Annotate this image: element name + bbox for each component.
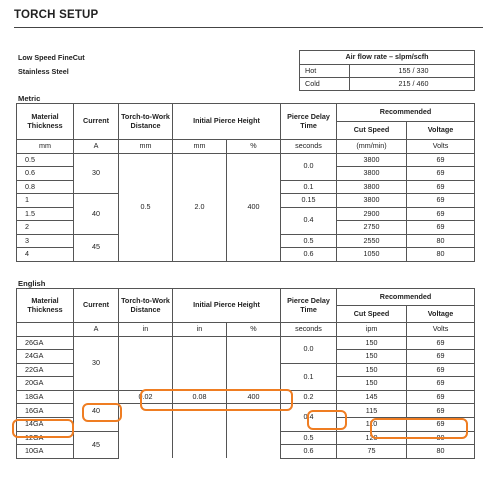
header-recommended: Recommended: [337, 289, 475, 306]
header-material-thickness: Material Thickness: [17, 289, 74, 323]
cut-speed-cell: 115: [337, 404, 407, 418]
header-current: Current: [74, 104, 119, 140]
metric-section-title: Metric: [18, 94, 41, 103]
voltage-cell: 69: [407, 418, 475, 432]
air-flow-label: Cold: [300, 78, 350, 91]
header-initial-pierce: Initial Pierce Height: [173, 289, 281, 323]
air-flow-label: Hot: [300, 65, 350, 78]
pierce-delay-cell: 0.5: [281, 431, 337, 445]
current-cell: 40: [74, 390, 119, 431]
thickness-cell: 20GA: [17, 377, 74, 391]
air-flow-row: [300, 78, 475, 91]
thickness-cell: 1: [17, 194, 74, 208]
unit-cell: in: [119, 323, 173, 337]
material-name: Stainless Steel: [18, 67, 69, 76]
table-row: [17, 336, 475, 350]
table-row: [17, 153, 475, 167]
thickness-cell: 0.8: [17, 180, 74, 194]
unit-cell: ipm: [337, 323, 407, 337]
torch-distance-cell: [119, 404, 173, 458]
current-cell: 30: [74, 336, 119, 390]
process-name: Low Speed FineCut: [18, 53, 85, 62]
unit-cell: A: [74, 140, 119, 154]
units-row: [17, 323, 475, 337]
voltage-cell: 80: [407, 445, 475, 459]
thickness-cell: 3: [17, 234, 74, 248]
unit-cell: mm: [119, 140, 173, 154]
unit-cell: %: [227, 323, 281, 337]
cut-speed-cell: 75: [337, 445, 407, 459]
pierce-delay-cell: 0.0: [281, 336, 337, 363]
voltage-cell: 80: [407, 431, 475, 445]
cut-speed-cell: 150: [337, 363, 407, 377]
english-table: [16, 288, 475, 459]
pierce-delay-cell: 0.0: [281, 153, 337, 180]
pierce-delay-cell: 0.4: [281, 404, 337, 431]
current-cell: 45: [74, 234, 119, 261]
header-material-thickness: Material Thickness: [17, 104, 74, 140]
pierce-delay-cell: 0.6: [281, 445, 337, 459]
unit-cell: (mm/min): [337, 140, 407, 154]
voltage-cell: 80: [407, 248, 475, 262]
pierce-pct-cell: [227, 404, 281, 458]
pierce-delay-cell: 0.1: [281, 363, 337, 390]
voltage-cell: 69: [407, 180, 475, 194]
unit-cell: %: [227, 140, 281, 154]
voltage-cell: 69: [407, 363, 475, 377]
voltage-cell: 69: [407, 377, 475, 391]
cut-speed-cell: 3800: [337, 153, 407, 167]
thickness-cell: 1.5: [17, 207, 74, 221]
torch-distance-cell: 0.02: [119, 390, 173, 404]
metric-table: [16, 103, 475, 262]
cut-speed-cell: 110: [337, 418, 407, 432]
pierce-delay-cell: 0.6: [281, 248, 337, 262]
unit-cell: seconds: [281, 140, 337, 154]
header-torch-distance: Torch-to-Work Distance: [119, 289, 173, 323]
thickness-cell: 18GA: [17, 390, 74, 404]
english-section-title: English: [18, 279, 46, 288]
unit-cell: mm: [17, 140, 74, 154]
unit-cell: seconds: [281, 323, 337, 337]
pierce-height-cell: 2.0: [173, 153, 227, 261]
unit-cell: mm: [173, 140, 227, 154]
air-flow-value: 155 / 330: [350, 65, 475, 78]
thickness-cell: 0.6: [17, 167, 74, 181]
header-pierce-delay: Pierce Delay Time: [281, 104, 337, 140]
torch-distance-cell: 0.5: [119, 153, 173, 261]
table-row: [17, 390, 475, 404]
pierce-delay-cell: 0.15: [281, 194, 337, 208]
pierce-pct-cell: 400: [227, 153, 281, 261]
cut-speed-cell: 2750: [337, 221, 407, 235]
thickness-cell: 14GA: [17, 418, 74, 432]
cut-speed-cell: 2550: [337, 234, 407, 248]
voltage-cell: 69: [407, 336, 475, 350]
current-cell: 45: [74, 431, 119, 458]
thickness-cell: 2: [17, 221, 74, 235]
thickness-cell: 26GA: [17, 336, 74, 350]
unit-cell: Volts: [407, 323, 475, 337]
current-cell: 40: [74, 194, 119, 235]
units-row: [17, 140, 475, 154]
unit-cell: A: [74, 323, 119, 337]
air-flow-header: Air flow rate – slpm/scfh: [300, 51, 475, 65]
pierce-pct-cell: 400: [227, 390, 281, 404]
header-torch-distance: Torch-to-Work Distance: [119, 104, 173, 140]
pierce-delay-cell: 0.2: [281, 390, 337, 404]
thickness-cell: 12GA: [17, 431, 74, 445]
voltage-cell: 69: [407, 390, 475, 404]
cut-speed-cell: 2900: [337, 207, 407, 221]
thickness-cell: 0.5: [17, 153, 74, 167]
header-cut-speed: Cut Speed: [337, 306, 407, 323]
pierce-height-cell: 0.08: [173, 390, 227, 404]
unit-cell: in: [173, 323, 227, 337]
cut-speed-cell: 3800: [337, 194, 407, 208]
pierce-delay-cell: 0.1: [281, 180, 337, 194]
voltage-cell: 69: [407, 404, 475, 418]
voltage-cell: 69: [407, 153, 475, 167]
voltage-cell: 80: [407, 234, 475, 248]
cut-speed-cell: 145: [337, 390, 407, 404]
header-cut-speed: Cut Speed: [337, 122, 407, 140]
air-flow-value: 215 / 460: [350, 78, 475, 91]
voltage-cell: 69: [407, 194, 475, 208]
cut-speed-cell: 3800: [337, 167, 407, 181]
air-flow-row: [300, 65, 475, 78]
cut-speed-cell: 150: [337, 377, 407, 391]
thickness-cell: 4: [17, 248, 74, 262]
title-rule: [14, 27, 483, 28]
pierce-pct-cell: [227, 336, 281, 390]
voltage-cell: 69: [407, 350, 475, 364]
pierce-delay-cell: 0.5: [281, 234, 337, 248]
thickness-cell: 22GA: [17, 363, 74, 377]
thickness-cell: 10GA: [17, 445, 74, 459]
torch-distance-cell: [119, 336, 173, 390]
header-pierce-delay: Pierce Delay Time: [281, 289, 337, 323]
unit-cell: [17, 323, 74, 337]
header-initial-pierce: Initial Pierce Height: [173, 104, 281, 140]
cut-speed-cell: 120: [337, 431, 407, 445]
voltage-cell: 69: [407, 167, 475, 181]
current-cell: 30: [74, 153, 119, 194]
unit-cell: Volts: [407, 140, 475, 154]
pierce-height-cell: [173, 336, 227, 390]
cut-speed-cell: 150: [337, 336, 407, 350]
header-voltage: Voltage: [407, 122, 475, 140]
header-current: Current: [74, 289, 119, 323]
page-title: TORCH SETUP: [14, 9, 99, 21]
thickness-cell: 24GA: [17, 350, 74, 364]
pierce-delay-cell: 0.4: [281, 207, 337, 234]
thickness-cell: 16GA: [17, 404, 74, 418]
header-voltage: Voltage: [407, 306, 475, 323]
cut-speed-cell: 150: [337, 350, 407, 364]
cut-speed-cell: 1050: [337, 248, 407, 262]
pierce-height-cell: [173, 404, 227, 458]
voltage-cell: 69: [407, 221, 475, 235]
air-flow-table: [299, 50, 475, 91]
header-recommended: Recommended: [337, 104, 475, 122]
cut-speed-cell: 3800: [337, 180, 407, 194]
voltage-cell: 69: [407, 207, 475, 221]
